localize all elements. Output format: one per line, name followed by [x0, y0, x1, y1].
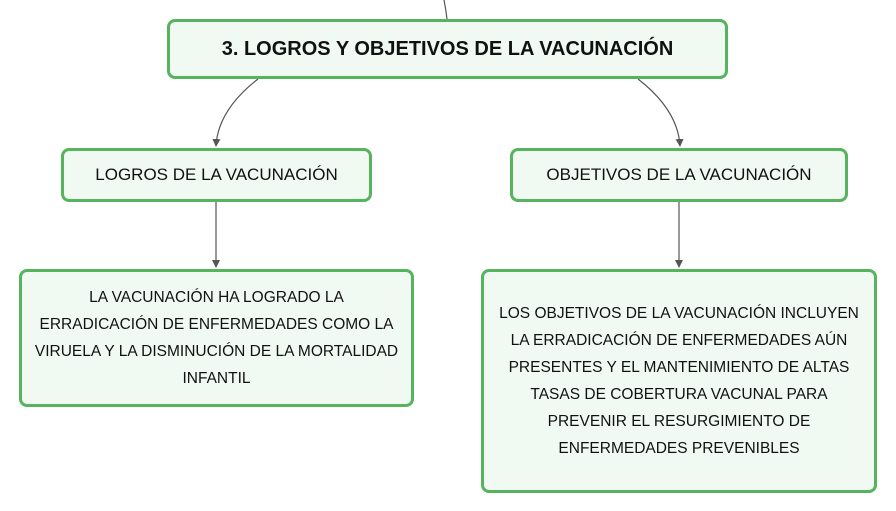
- logros-detail-node[interactable]: [19, 269, 414, 407]
- objetivos-topic-label: OBJETIVOS DE LA VACUNACIÓN: [546, 165, 812, 184]
- logros-topic-node[interactable]: [61, 148, 372, 202]
- connector-root-to-logros: [216, 79, 258, 146]
- logros-detail-text: LA VACUNACIÓN HA LOGRADO LA ERRADICACIÓN DE ENFERMEDADES COMO LA VIRUELA Y LA DISMINUCIÓN DE LA MORTALIDAD INFANTIL: [34, 289, 399, 387]
- objetivos-topic-node[interactable]: [510, 148, 848, 202]
- logros-topic-label: LOGROS DE LA VACUNACIÓN: [95, 165, 338, 184]
- objetivos-detail-text: LOS OBJETIVOS DE LA VACUNACIÓN INCLUYEN LA ERRADICACIÓN DE ENFERMEDADES AÚN PRESENTES Y EL MANTENIMIENTO DE ALTAS TASAS DE COBERTURA VACUNAL PARA PREVENIR EL RESURGIMIENTO DE ENFERMEDADES PREVENIBLES: [499, 305, 859, 457]
- incoming-connector: [444, 0, 447, 19]
- root-topic-label: 3. LOGROS Y OBJETIVOS DE LA VACUNACIÓN: [221, 37, 674, 60]
- root-topic-node[interactable]: [167, 19, 728, 79]
- connector-root-to-objetivos: [638, 79, 680, 146]
- objetivos-detail-node[interactable]: [481, 269, 877, 493]
